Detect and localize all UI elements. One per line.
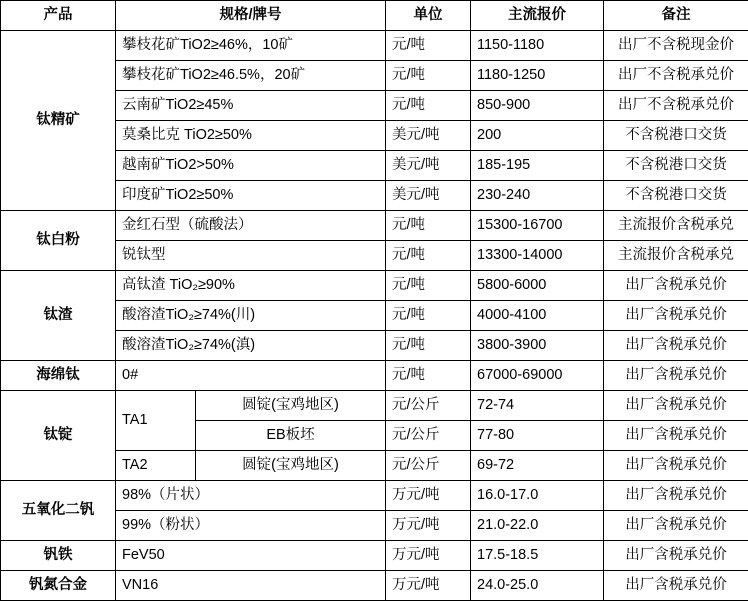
table-row <box>1 271 748 301</box>
spec-cell: 高钛渣 TiO₂≥90% <box>116 271 386 301</box>
category-cell: 钛精矿 <box>1 31 116 211</box>
unit-cell: 万元/吨 <box>386 541 471 571</box>
unit-cell: 美元/吨 <box>386 121 471 151</box>
price-cell: 1180-1250 <box>471 61 604 91</box>
note-cell: 出厂含税承兑价 <box>604 451 748 481</box>
spec-cell: FeV50 <box>116 541 386 571</box>
unit-cell: 元/吨 <box>386 61 471 91</box>
spec-cell: 酸溶渣TiO₂≥74%(滇) <box>116 331 386 361</box>
spec-cell: VN16 <box>116 571 386 601</box>
spec-cell: 0# <box>116 361 386 391</box>
table-header-row <box>1 1 748 31</box>
category-cell: 海绵钛 <box>1 361 116 391</box>
price-cell: 230-240 <box>471 181 604 211</box>
header-price: 主流报价 <box>471 1 604 31</box>
category-cell: 五氧化二钒 <box>1 481 116 541</box>
table-row <box>1 361 748 391</box>
spec-cell: 越南矿TiO2>50% <box>116 151 386 181</box>
spec-cell: 印度矿TiO2≥50% <box>116 181 386 211</box>
spec-cell: 云南矿TiO2≥45% <box>116 91 386 121</box>
price-cell: 5800-6000 <box>471 271 604 301</box>
header-spec: 规格/牌号 <box>116 1 386 31</box>
header-note: 备注 <box>604 1 748 31</box>
table-row <box>1 31 748 61</box>
table-row <box>1 481 748 511</box>
table-row <box>1 211 748 241</box>
unit-cell: 美元/吨 <box>386 181 471 211</box>
price-cell: 185-195 <box>471 151 604 181</box>
unit-cell: 万元/吨 <box>386 481 471 511</box>
price-cell: 77-80 <box>471 421 604 451</box>
unit-cell: 元/吨 <box>386 241 471 271</box>
table-row <box>1 391 748 421</box>
spec-cell: EB板坯 <box>196 421 386 451</box>
spec-cell: 金红石型（硫酸法） <box>116 211 386 241</box>
price-cell: 21.0-22.0 <box>471 511 604 541</box>
unit-cell: 元/吨 <box>386 331 471 361</box>
unit-cell: 元/吨 <box>386 301 471 331</box>
spec-cell: 圆锭(宝鸡地区) <box>196 391 386 421</box>
price-cell: 24.0-25.0 <box>471 571 604 601</box>
spec-cell: 锐钛型 <box>116 241 386 271</box>
category-cell: 钛白粉 <box>1 211 116 271</box>
unit-cell: 万元/吨 <box>386 511 471 541</box>
grade-cell: TA2 <box>116 451 196 481</box>
price-cell: 69-72 <box>471 451 604 481</box>
grade-cell: TA1 <box>116 391 196 451</box>
price-cell: 16.0-17.0 <box>471 481 604 511</box>
note-cell: 出厂含税承兑价 <box>604 331 748 361</box>
unit-cell: 元/吨 <box>386 361 471 391</box>
category-cell: 钒氮合金 <box>1 571 116 601</box>
unit-cell: 万元/吨 <box>386 571 471 601</box>
spec-cell: 莫桑比克 TiO2≥50% <box>116 121 386 151</box>
header-unit: 单位 <box>386 1 471 31</box>
unit-cell: 元/公斤 <box>386 421 471 451</box>
spec-cell: 98%（片状） <box>116 481 386 511</box>
price-cell: 72-74 <box>471 391 604 421</box>
unit-cell: 元/吨 <box>386 91 471 121</box>
spec-cell: 攀枝花矿TiO2≥46.5%，20矿 <box>116 61 386 91</box>
price-cell: 1150-1180 <box>471 31 604 61</box>
price-cell: 3800-3900 <box>471 331 604 361</box>
note-cell: 出厂不含税承兑价 <box>604 61 748 91</box>
note-cell: 主流报价含税承兑 <box>604 211 748 241</box>
price-cell: 13300-14000 <box>471 241 604 271</box>
note-cell: 出厂含税承兑价 <box>604 421 748 451</box>
note-cell: 主流报价含税承兑 <box>604 241 748 271</box>
price-cell: 67000-69000 <box>471 361 604 391</box>
note-cell: 出厂含税承兑价 <box>604 541 748 571</box>
price-cell: 17.5-18.5 <box>471 541 604 571</box>
unit-cell: 元/吨 <box>386 31 471 61</box>
note-cell: 出厂含税承兑价 <box>604 481 748 511</box>
header-product: 产品 <box>1 1 116 31</box>
table-row <box>1 541 748 571</box>
note-cell: 出厂含税承兑价 <box>604 511 748 541</box>
price-cell: 200 <box>471 121 604 151</box>
note-cell: 出厂含税承兑价 <box>604 391 748 421</box>
note-cell: 出厂含税承兑价 <box>604 301 748 331</box>
table-row <box>1 571 748 601</box>
note-cell: 出厂不含税现金价 <box>604 31 748 61</box>
unit-cell: 美元/吨 <box>386 151 471 181</box>
unit-cell: 元/吨 <box>386 211 471 241</box>
price-cell: 850-900 <box>471 91 604 121</box>
unit-cell: 元/吨 <box>386 271 471 301</box>
unit-cell: 元/公斤 <box>386 391 471 421</box>
note-cell: 出厂含税承兑价 <box>604 361 748 391</box>
note-cell: 出厂不含税承兑价 <box>604 91 748 121</box>
price-cell: 15300-16700 <box>471 211 604 241</box>
unit-cell: 元/公斤 <box>386 451 471 481</box>
note-cell: 不含税港口交货 <box>604 181 748 211</box>
spec-cell: 99%（粉状） <box>116 511 386 541</box>
note-cell: 不含税港口交货 <box>604 151 748 181</box>
spec-cell: 圆锭(宝鸡地区) <box>196 451 386 481</box>
category-cell: 钛渣 <box>1 271 116 361</box>
price-cell: 4000-4100 <box>471 301 604 331</box>
note-cell: 出厂含税承兑价 <box>604 271 748 301</box>
spec-cell: 攀枝花矿TiO2≥46%，10矿 <box>116 31 386 61</box>
note-cell: 不含税港口交货 <box>604 121 748 151</box>
note-cell: 出厂含税承兑价 <box>604 571 748 601</box>
spec-cell: 酸溶渣TiO₂≥74%(川) <box>116 301 386 331</box>
category-cell: 钛锭 <box>1 391 116 481</box>
category-cell: 钒铁 <box>1 541 116 571</box>
